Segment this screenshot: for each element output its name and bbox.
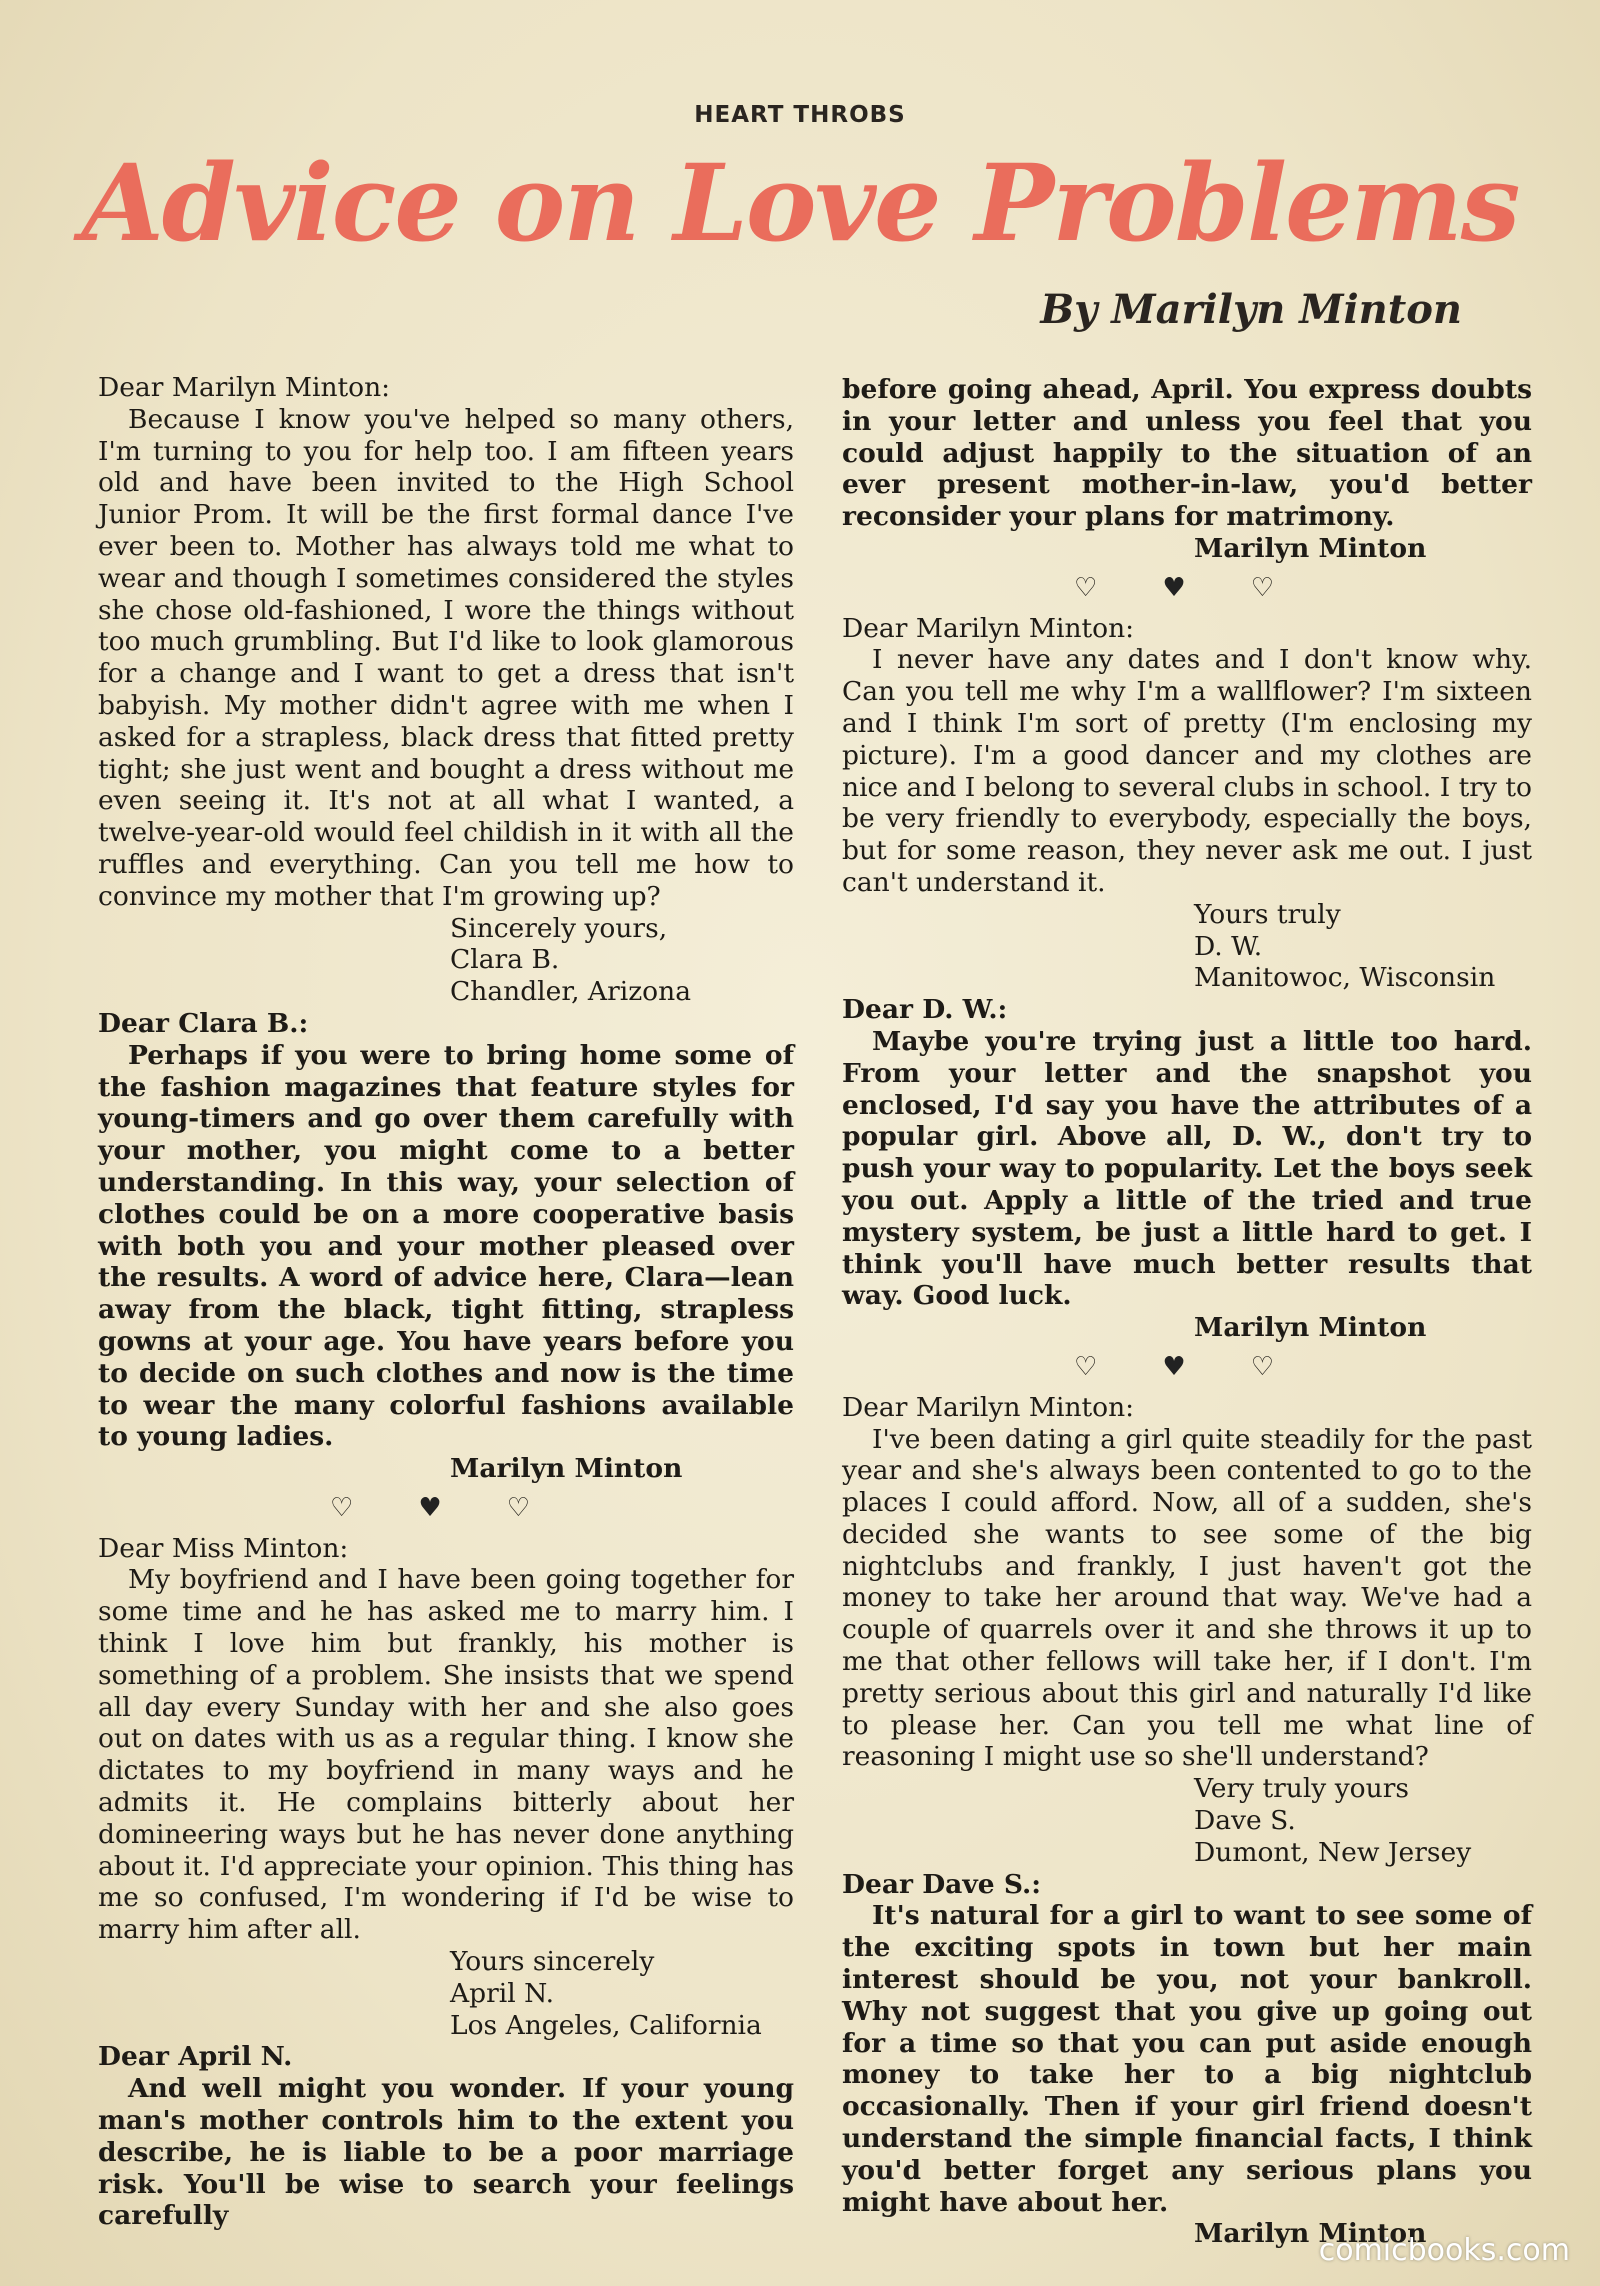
letter-author: Clara B. xyxy=(450,944,560,976)
letter-closing: Yours sincerely xyxy=(450,1946,655,1978)
letter-salutation: Dear Marilyn Minton: xyxy=(98,372,391,403)
letter-signature xyxy=(450,913,794,1008)
outline-heart-icon: ♡ xyxy=(1074,1351,1098,1382)
site-watermark: comicbooks.com xyxy=(1318,2233,1570,2268)
reply-salutation: Dear April N. xyxy=(98,2041,293,2073)
letter-salutation: Dear Miss Minton: xyxy=(98,1532,349,1564)
letter-signature xyxy=(1194,1773,1532,1868)
outline-heart-icon: ♡ xyxy=(1250,1351,1274,1382)
magazine-header: HEART THROBS xyxy=(694,102,906,128)
letter-location: Chandler, Arizona xyxy=(450,976,691,1008)
reply-body: Perhaps if you were to bring home some of the fashion magazines that feature styles for young-timers and go over them carefully with your mother, you might come to a better understanding. In this way, your selection of clothes could be on a more cooperative basis with both you and your mother pleased over the results. A word of advice here, Clara—lean away from the black, tight fitting, strapless gowns at your age. You have years before you to decide on such clothes and now is the time to wear the many colorful fashions available to young ladies. xyxy=(98,1039,794,1453)
letter-closing: Sincerely yours, xyxy=(450,912,668,944)
outline-heart-icon: ♡ xyxy=(1074,572,1098,603)
letter-author: D. W. xyxy=(1194,930,1263,962)
letter-author: Dave S. xyxy=(1194,1805,1296,1837)
reply-salutation: Dear Clara B.: xyxy=(98,1007,309,1039)
outline-heart-icon: ♡ xyxy=(330,1492,354,1523)
filled-heart-icon: ♥ xyxy=(418,1492,442,1523)
reply-dave xyxy=(842,1869,1532,2251)
letter-april xyxy=(98,1533,794,2042)
reply-signature: Marilyn Minton xyxy=(1194,2218,1427,2250)
letter-location: Manitowoc, Wisconsin xyxy=(1194,962,1496,994)
reply-body: It's natural for a girl to want to see some of the exciting spots in town but her main interest should be you, not your bankroll. Why not suggest that you give up going out for a time so that you can put aside enough money to take her to a big nightclub occasionally. Then if your girl friend doesn't understand the simple financial facts, I think you'd better forget any serious plans you might have about her. xyxy=(842,1900,1532,2218)
letter-dw xyxy=(842,613,1532,995)
letter-salutation: Dear Marilyn Minton: xyxy=(842,612,1135,644)
reply-salutation: Dear Dave S.: xyxy=(842,1868,1042,1900)
reply-clara xyxy=(98,1008,794,1485)
letter-body: My boyfriend and I have been going together for some time and he has asked me to marry him. I think I love him but frankly, his mother is something of a problem. She insists that we spend all day every Sunday with her and she also goes out on dates with us as a regular thing. I know she dictates to my boyfriend in many ways and he admits it. He complains bitterly about her domineering ways but he has never done anything about it. I'd appreciate your opinion. This thing has me so confused, I'm wondering if I'd be wise to marry him after all. xyxy=(98,1564,794,1946)
heart-divider xyxy=(330,1493,530,1525)
letter-author: April N. xyxy=(450,1977,555,2009)
heart-divider xyxy=(1074,1352,1274,1384)
letter-clara xyxy=(98,372,794,1008)
letter-closing: Very truly yours xyxy=(1194,1773,1409,1805)
filled-heart-icon: ♥ xyxy=(1162,572,1186,603)
heart-divider xyxy=(1074,573,1274,605)
reply-dw xyxy=(842,994,1532,1344)
reply-april-end xyxy=(842,374,1532,565)
filled-heart-icon: ♥ xyxy=(1162,1351,1186,1382)
letter-signature xyxy=(1194,899,1532,994)
right-column xyxy=(842,374,1532,2250)
reply-body: Maybe you're trying just a little too hard. From your letter and the snapshot you enclosed, I'd say you have the attributes of a popular girl. Above all, D. W., don't try to push your way to popularity. Let the boys seek you out. Apply a little of the tried and true mystery system, be just a little hard to get. I think you'll have much better results that way. Good luck. xyxy=(842,1025,1532,1312)
outline-heart-icon: ♡ xyxy=(506,1492,530,1523)
reply-signature: Marilyn Minton xyxy=(450,1453,683,1485)
letter-closing: Yours truly xyxy=(1194,898,1341,930)
letter-location: Los Angeles, California xyxy=(450,2009,762,2041)
left-column xyxy=(98,372,794,2232)
reply-signature: Marilyn Minton xyxy=(1194,1312,1427,1344)
reply-april-start xyxy=(98,2041,794,2232)
byline: By Marilyn Minton xyxy=(1040,286,1462,333)
reply-signature: Marilyn Minton xyxy=(1194,532,1427,564)
reply-salutation: Dear D. W.: xyxy=(842,994,1008,1026)
outline-heart-icon: ♡ xyxy=(1250,572,1274,603)
letter-signature xyxy=(450,1946,794,2041)
letter-body: I've been dating a girl quite steadily for the past year and she's always been contented to go to the places I could afford. Now, all of a sudden, she's decided she wants to see some of the big nightclubs and frankly, I just haven't got the money to take her around that way. We've had a couple of quarrels over it and she throws it up to me that other fellows will take her, if I don't. I'm pretty serious about this girl and naturally I'd like to please her. Can you tell me what line of reasoning I might use so she'll understand? xyxy=(842,1423,1532,1773)
letter-dave xyxy=(842,1392,1532,1869)
page-title: Advice on Love Problems xyxy=(81,140,1519,265)
reply-body: And well might you wonder. If your young man's mother controls him to the extent you describe, he is liable to be a poor marriage risk. You'll be wise to search your feelings carefully xyxy=(98,2073,794,2232)
letter-location: Dumont, New Jersey xyxy=(1194,1836,1472,1868)
letter-salutation: Dear Marilyn Minton: xyxy=(842,1391,1135,1423)
letter-body: I never have any dates and I don't know why. Can you tell me why I'm a wallflower? I'm sixteen and I think I'm sort of pretty (I'm enclosing my picture). I'm a good dancer and my clothes are nice and I belong to several clubs in school. I try to be very friendly to everybody, especially the boys, but for some reason, they never ask me out. I just can't understand it. xyxy=(842,644,1532,898)
letter-body: Because I know you've helped so many others, I'm turning to you for help too. I am fifteen years old and have been invited to the High School Junior Prom. It will be the first formal dance I've ever been to. Mother has always told me what to wear and though I sometimes considered the styles she chose old-fashioned, I wore the things without too much grumbling. But I'd like to look glamorous for a change and I want to get a dress that isn't babyish. My mother didn't agree with me when I asked for a strapless, black dress that fitted pretty tight; she just went and bought a dress without me even seeing it. It's not at all what I wanted, a twelve-year-old would feel childish in it with all the ruffles and everything. Can you tell me how to convince my mother that I'm growing up? xyxy=(98,403,794,912)
reply-body: before going ahead, April. You express doubts in your letter and unless you feel that you could adjust happily to the situation of an ever present mother-in-law, you'd better reconsider your plans for matrimony. xyxy=(842,374,1532,533)
